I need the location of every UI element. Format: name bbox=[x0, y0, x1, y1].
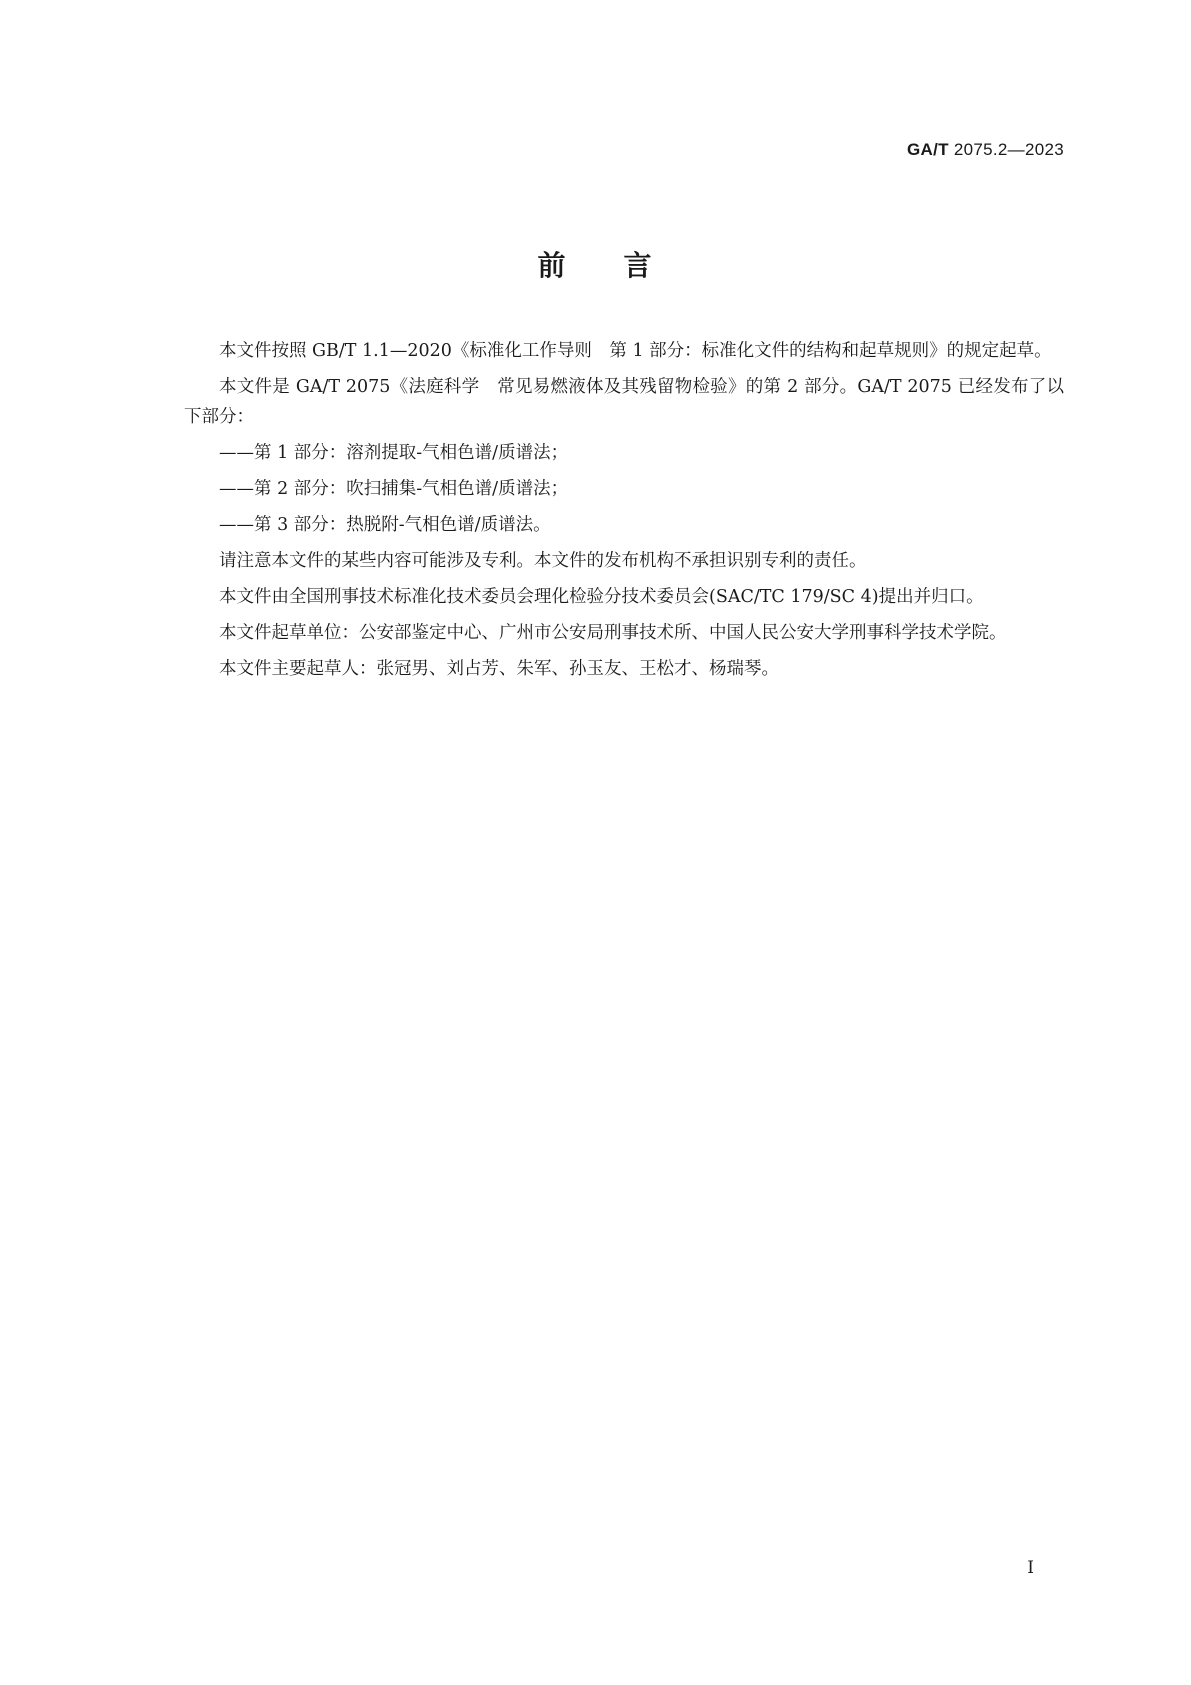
list-item-part3: ——第 3 部分：热脱附-气相色谱/质谱法。 bbox=[219, 515, 551, 535]
paragraph-patent-notice: 请注意本文件的某些内容可能涉及专利。本文件的发布机构不承担识别专利的责任。 bbox=[219, 551, 867, 571]
page-title-part1: 前 bbox=[537, 249, 568, 282]
page-number: I bbox=[1027, 1558, 1034, 1578]
paragraph-drafters: 本文件主要起草人：张冠男、刘占芳、朱军、孙玉友、王松才、杨瑞琴。 bbox=[219, 659, 779, 679]
list-item-part2: ——第 2 部分：吹扫捕集-气相色谱/质谱法； bbox=[219, 479, 569, 499]
paragraph-proposer: 本文件由全国刑事技术标准化技术委员会理化检验分技术委员会(SAC/TC 179/SC 4)提出并归口。 bbox=[219, 587, 984, 607]
document-code bbox=[907, 140, 1064, 160]
list-item-part1: ——第 1 部分：溶剂提取-气相色谱/质谱法； bbox=[219, 443, 569, 463]
paragraph-drafting-units: 本文件起草单位：公安部鉴定中心、广州市公安局刑事技术所、中国人民公安大学刑事科学技术学院。 bbox=[219, 623, 1007, 643]
foreword-body bbox=[184, 336, 1064, 690]
document-code-prefix: GA/T bbox=[907, 140, 949, 159]
paragraph-series-info: 本文件是 GA/T 2075《法庭科学 常见易燃液体及其残留物检验》的第 2 部分。GA/T 2075 已经发布了以下部分： bbox=[184, 377, 1064, 427]
paragraph-drafting-rules: 本文件按照 GB/T 1.1—2020《标准化工作导则 第 1 部分：标准化文件的结构和起草规则》的规定起草。 bbox=[219, 341, 1052, 361]
document-code-number: 2075.2—2023 bbox=[953, 140, 1064, 159]
page-title-part2: 言 bbox=[623, 249, 654, 282]
page-title bbox=[0, 244, 1191, 284]
